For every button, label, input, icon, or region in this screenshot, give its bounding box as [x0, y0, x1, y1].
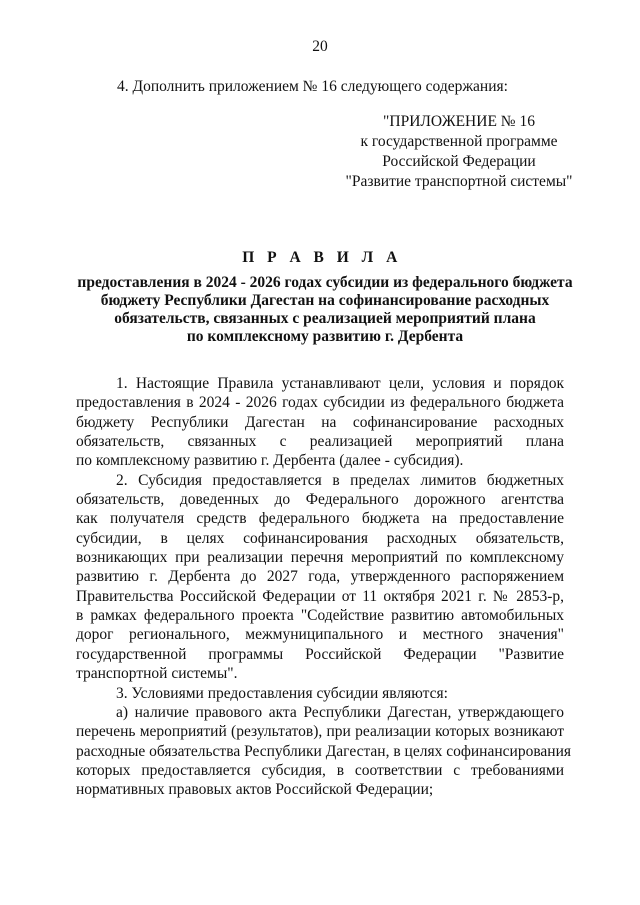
appendix-line: к государственной программе [360, 133, 558, 150]
paragraph-1 [76, 374, 564, 471]
page-number: 20 [312, 38, 328, 55]
body-line: перечень мероприятий (результатов), при реализации которых возникают [76, 723, 564, 741]
body-line: транспортной системы". [76, 665, 238, 683]
appendix-line: Российской Федерации [382, 153, 536, 170]
body-line: бюджету Республики Дагестан на софинансирование расходных [76, 413, 564, 431]
document-body [76, 374, 572, 800]
subtitle-line: бюджету Республики Дагестан на софинансирование расходных [100, 292, 550, 309]
body-line: возникающих при реализации перечня мероприятий по комплексному [76, 549, 564, 567]
paragraph-3a [76, 703, 572, 800]
body-line: обязательств, связанных с реализацией мероприятий плана [76, 433, 564, 451]
document-title: П Р А В И Л А [242, 249, 402, 266]
appendix-line: "Развитие транспортной системы" [345, 173, 573, 190]
paragraph-3 [76, 684, 564, 703]
appendix-line: "ПРИЛОЖЕНИЕ № 16 [383, 113, 535, 130]
body-line: а) наличие правового акта Республики Дагестан, утверждающего [116, 703, 564, 721]
body-line: субсидии, в целях софинансирования расходных обязательств, [76, 529, 564, 547]
body-line: которых предоставляется субсидия, в соответствии с требованиями [76, 761, 564, 779]
body-line: развитию г. Дербента до 2027 года, утвержденного распоряжением [76, 568, 564, 586]
document-subtitle [60, 274, 590, 346]
appendix-header [330, 112, 588, 192]
body-line: обязательств, доведенных до Федерального дорожного агентства [76, 491, 564, 509]
body-line: предоставления в 2024 - 2026 годах субсидии из федерального бюджета [76, 394, 564, 412]
body-line: в рамках федерального проекта "Содействие развитию автомобильных [76, 607, 564, 625]
body-line: расходные обязательства Республики Дагестан, в целях софинансирования [76, 742, 572, 760]
subtitle-line: предоставления в 2024 - 2026 годах субсидии из федерального бюджета [77, 274, 573, 291]
subtitle-line: обязательств, связанных с реализацией мероприятий плана [114, 310, 536, 327]
body-line: Правительства Российской Федерации от 11 октября 2021 г. № 2853-р, [76, 587, 564, 605]
body-line: государственной программы Российской Федерации "Развитие [76, 645, 564, 663]
body-line: по комплексному развитию г. Дербента (далее - субсидия). [76, 452, 464, 470]
intro-paragraph: 4. Дополнить приложением № 16 следующего содержания: [117, 78, 508, 95]
body-line: 3. Условиями предоставления субсидии являются: [116, 684, 448, 702]
body-line: 1. Настоящие Правила устанавливают цели, условия и порядок [116, 375, 564, 392]
paragraph-2 [76, 471, 564, 684]
body-line: как получателя средств федерального бюджета на предоставление [76, 510, 564, 528]
body-line: дорог регионального, межмуниципального и местного значения" [76, 626, 564, 644]
body-line: нормативных правовых актов Российской Федерации; [76, 781, 434, 799]
subtitle-line: по комплексному развитию г. Дербента [186, 328, 464, 345]
body-line: 2. Субсидия предоставляется в пределах лимитов бюджетных [116, 471, 564, 489]
